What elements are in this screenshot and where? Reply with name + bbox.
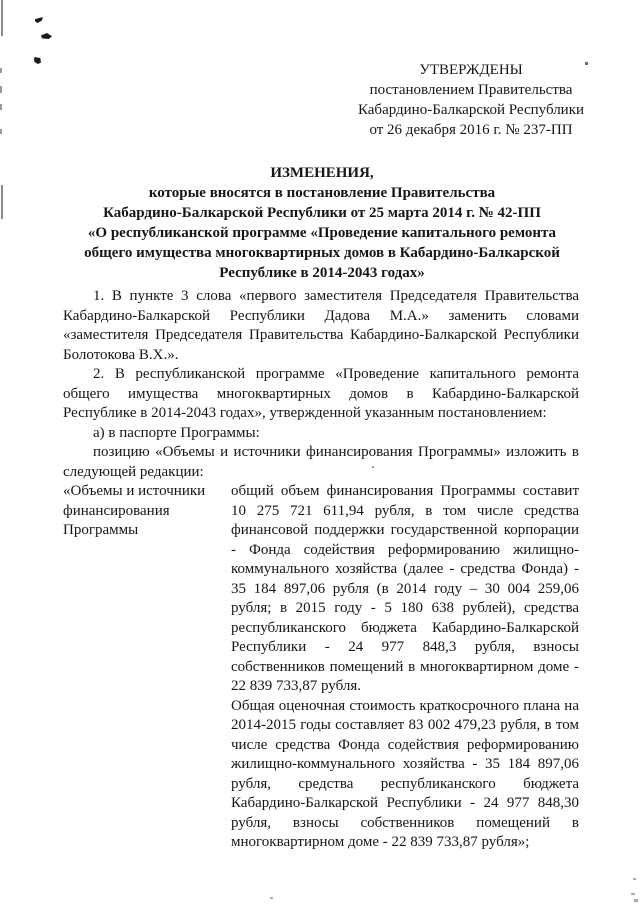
scan-edge-artifact [1, 0, 3, 36]
body-paragraph-4: позицию «Объемы и источники финансирования Программы» изложить в следующей редакции: [63, 444, 579, 480]
approval-line: постановлением Правительства [369, 82, 573, 98]
scan-edge-artifact [0, 104, 2, 110]
scan-speck [34, 57, 41, 64]
passport-volumes-row [63, 482, 579, 853]
title-line: Республике в 2014-2043 годах» [219, 265, 425, 281]
scan-edge-artifact [1, 185, 3, 219]
scan-edge-artifact [0, 129, 2, 134]
passport-value-paragraph-1: общий объем финансирования Программы составит 10 275 721 611,94 рубля, в том числе средства финансовой поддержки государственной корпорации - Фонда содействия реформированию жилищно-коммунального хозяйства (далее - средства Фонда) - 35 184 897,06 рубля (в 2014 году – 30 004 259,06 рубля; в 2015 году - 5 180 638 рублей), средства республиканского бюджета Кабардино-Балкарской Республики - 24 977 848,3 рубля, взносы собственников помещений в многоквартирном доме - 22 839 733,87 рубля. [231, 483, 579, 694]
body-paragraph-2: 2. В республиканской программе «Проведение капитального ремонта общего имущества многоквартирных домов в Кабардино-Балкарской Республике в 2014-2043 годах», утвержденной указанным постановлением: [63, 366, 579, 421]
scan-speck [41, 33, 52, 39]
body-paragraph-1: 1. В пункте 3 слова «первого заместителя Председателя Правительства Кабардино-Балкарской Республики Дадова М.А.» заменить словами «заместителя Председателя Правительства Кабардино-Балкарской Республики Болотокова В.Х.». [63, 288, 579, 363]
title-line: «О республиканской программе «Проведение капитального ремонта [87, 225, 557, 241]
passport-value [231, 482, 579, 853]
title-line: общего имущества многоквартирных домов в Кабардино-Балкарской [84, 245, 560, 261]
scan-edge-artifact [0, 86, 2, 93]
title-line: Кабардино-Балкарской Республики от 25 марта 2014 г. № 42-ПП [103, 205, 541, 221]
document-title [60, 163, 584, 283]
approval-line: от 26 декабря 2016 г. № 237-ПП [369, 122, 573, 138]
title-line: которые вносятся в постановление Правительства [148, 185, 496, 201]
scan-speck [634, 899, 638, 902]
passport-value-paragraph-2: Общая оценочная стоимость краткосрочного плана на 2014-2015 годы составляет 83 002 479,23 рубля, в том числе средства Фонда содействия реформированию жилищно-коммунального хозяйства - 35 184 897,06 рубля, средства республиканского бюджета Кабардино-Балкарской Республики - 24 977 848,30 рубля, взносы собственников помещений в многоквартирном доме - 22 839 733,87 рубля»; [231, 697, 579, 850]
approval-line: УТВЕРЖДЕНЫ [419, 62, 523, 78]
scan-speck [631, 893, 635, 895]
approval-line: Кабардино-Балкарской Республики [357, 102, 585, 118]
scan-speck [270, 897, 273, 899]
passport-label: «Объемы и источники финансирования Программы [63, 483, 206, 538]
scan-edge-artifact [0, 68, 2, 73]
scan-speck [35, 17, 43, 23]
approval-block [326, 60, 616, 140]
title-line: ИЗМЕНЕНИЯ, [270, 165, 374, 181]
scan-speck [633, 878, 636, 880]
body-paragraph-3: а) в паспорте Программы: [93, 424, 260, 441]
document-body [63, 287, 579, 853]
